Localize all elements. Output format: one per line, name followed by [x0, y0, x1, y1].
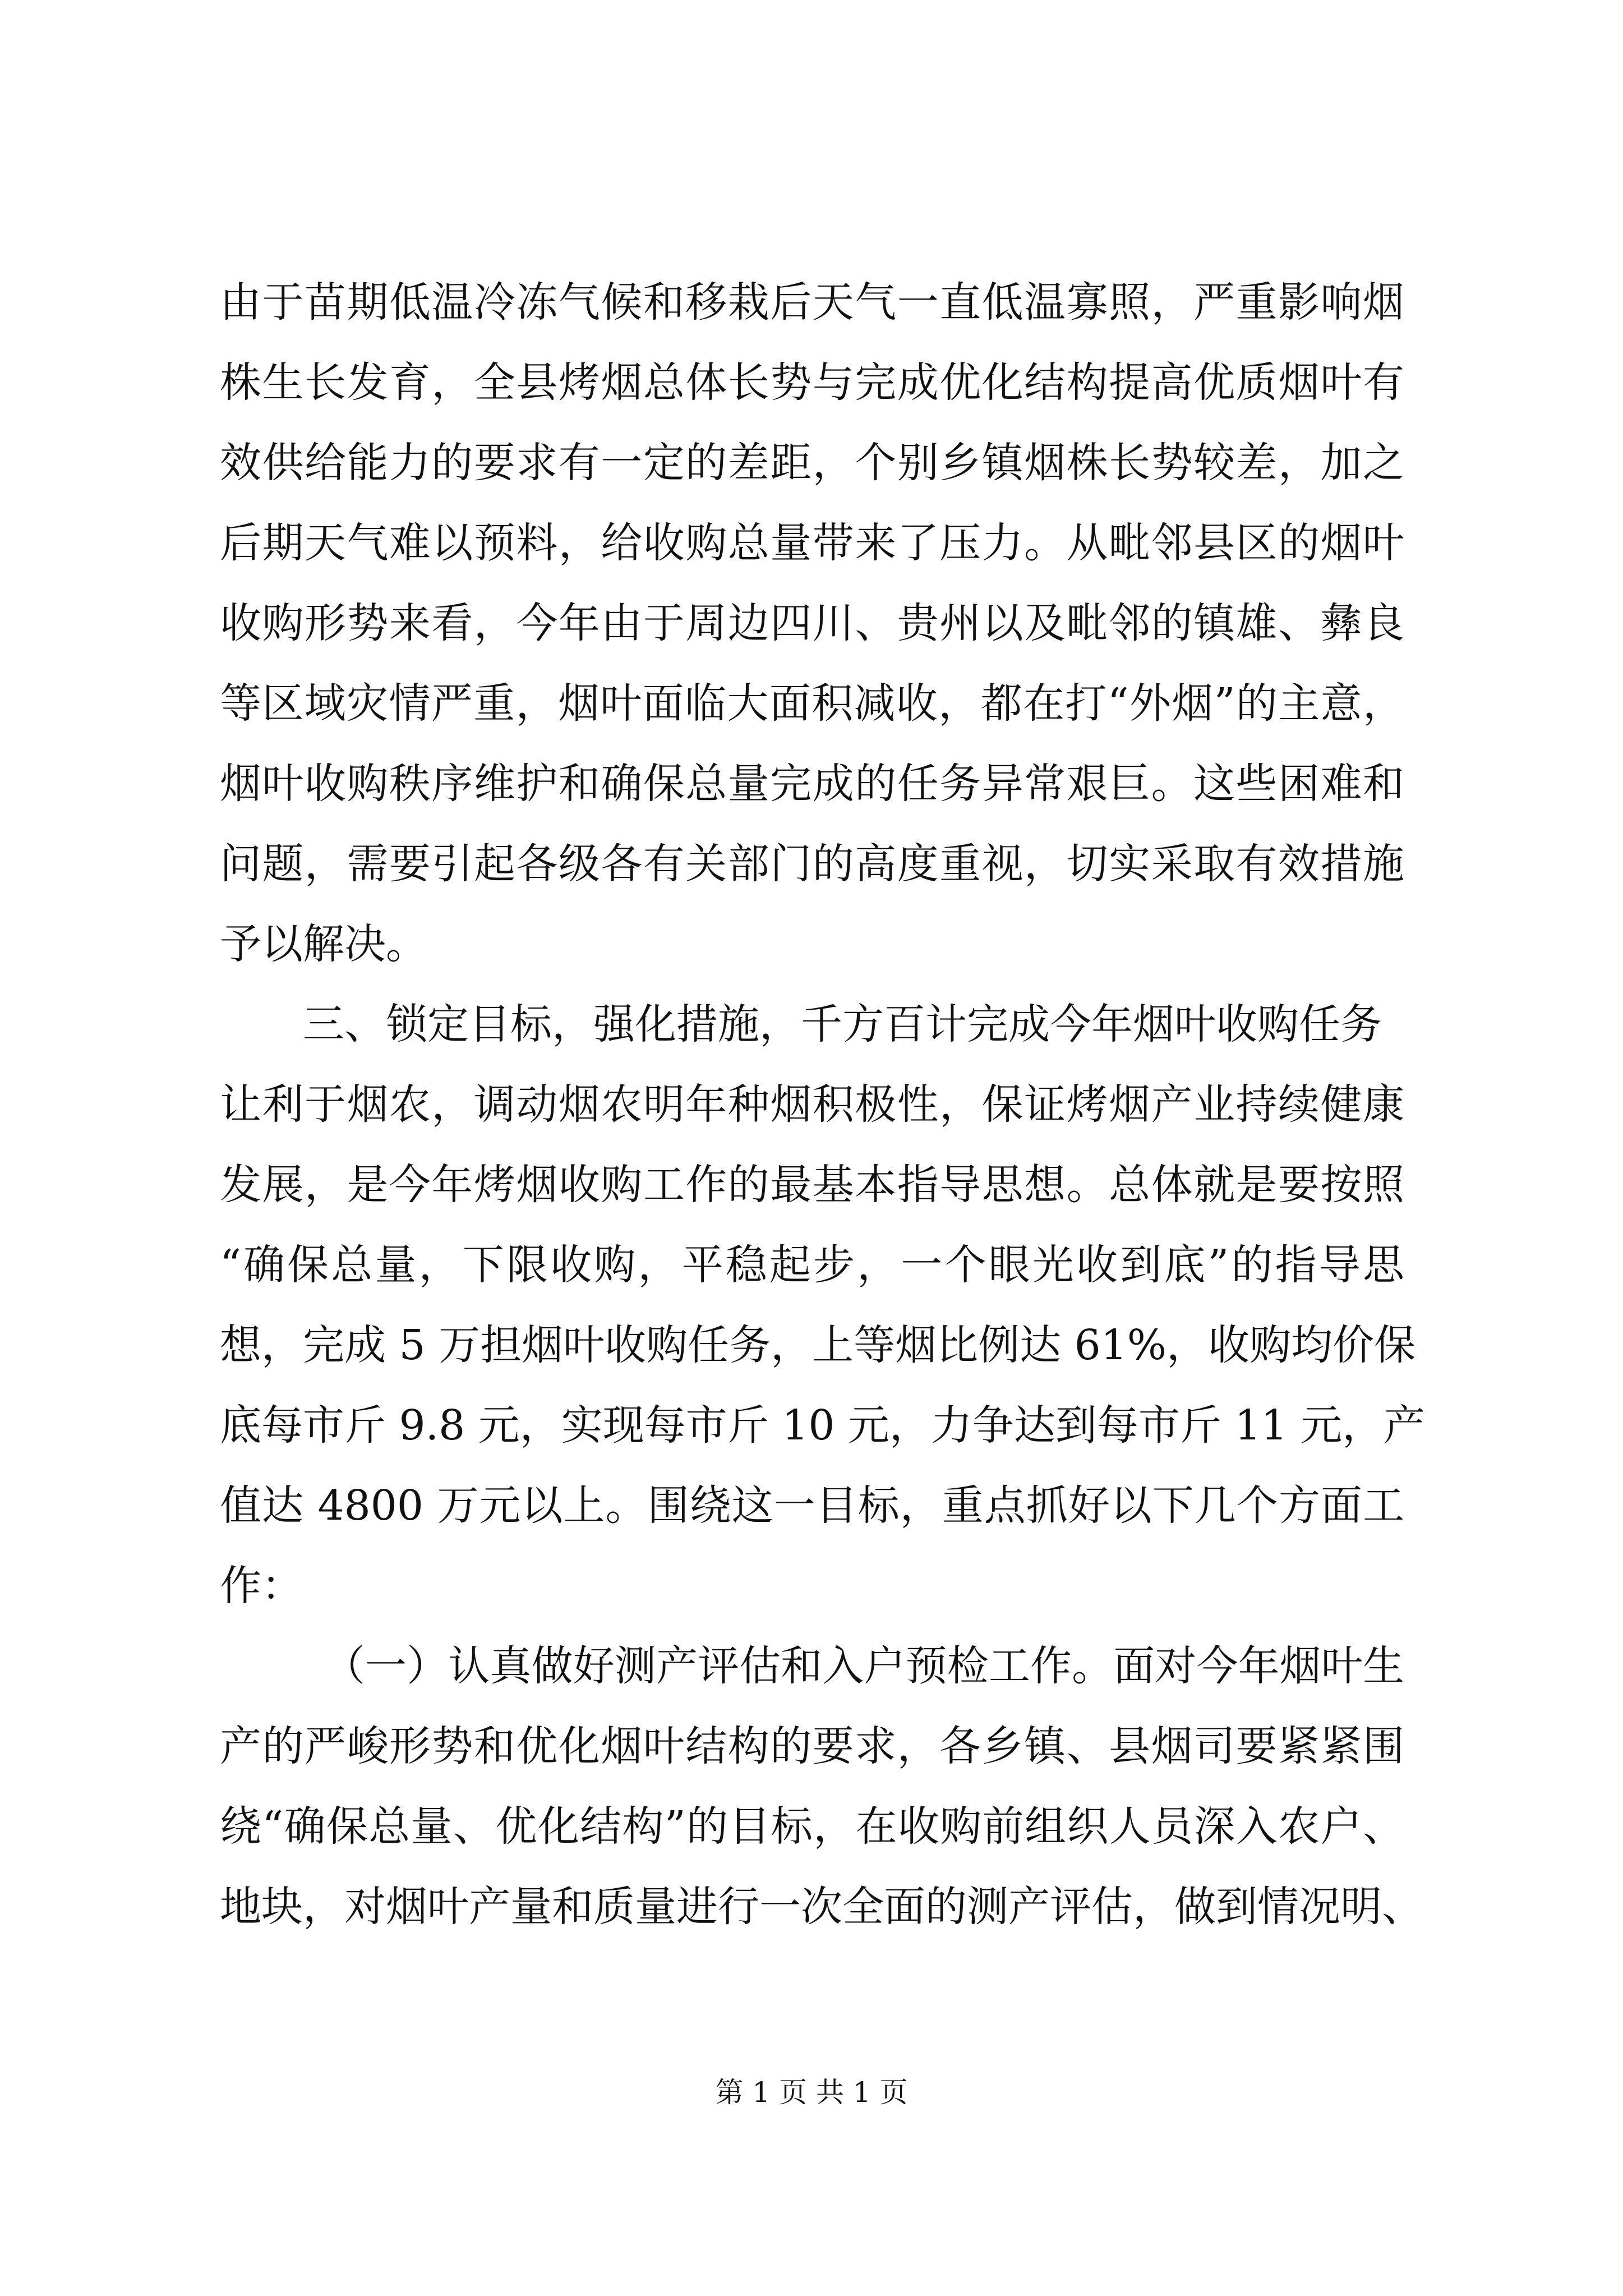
text-line: 问题，需要引起各级各有关部门的高度重视，切实采取有效措施 [220, 840, 1404, 888]
text-line: 由于苗期低温冷冻气候和移栽后天气一直低温寡照，严重影响烟 [220, 278, 1404, 326]
text-line: 株生长发育，全县烤烟总体长势与完成优化结构提高优质烟叶有 [220, 358, 1404, 407]
text-line: 效供给能力的要求有一定的差距，个别乡镇烟株长势较差，加之 [220, 439, 1404, 487]
text-line: 作： [220, 1562, 303, 1610]
text-line: 绕“确保总量、优化结构”的目标，在收购前组织人员深入农户、 [220, 1802, 1404, 1851]
document-body [220, 263, 1426, 1947]
text-line: （一）认真做好测产评估和入户预检工作。面对今年烟叶生 [324, 1642, 1404, 1690]
heading-line: 三、锁定目标，强化措施，千方百计完成今年烟叶收购任务 [303, 1000, 1382, 1048]
section-heading [220, 984, 1404, 1065]
text-line: 发展，是今年烤烟收购工作的最基本指导思想。总体就是要按照 [220, 1161, 1404, 1209]
text-line: 底每市斤 9.8 元，实现每市斤 10 元，力争达到每市斤 11 元，产 [220, 1401, 1426, 1450]
text-line: 烟叶收购秩序维护和确保总量完成的任务异常艰巨。这些困难和 [220, 760, 1404, 808]
text-line: 想，完成 5 万担烟叶收购任务，上等烟比例达 61%，收购均价保 [220, 1321, 1416, 1369]
text-line: 地块，对烟叶产量和质量进行一次全面的测产评估，做到情况明、 [220, 1883, 1423, 1931]
text-line: 后期天气难以预料，给收购总量带来了压力。从毗邻县区的烟叶 [220, 519, 1404, 567]
paragraph-4 [220, 1626, 1423, 1947]
text-line: 予以解决。 [220, 920, 427, 968]
page-footer: 第 1 页 共 1 页 [715, 2076, 908, 2109]
text-line: 产的严峻形势和优化烟叶结构的要求，各乡镇、县烟司要紧紧围 [220, 1722, 1404, 1770]
text-line: 值达 4800 万元以上。围绕这一目标，重点抓好以下几个方面工 [220, 1481, 1404, 1530]
text-line: 让利于烟农，调动烟农明年种烟积极性，保证烤烟产业持续健康 [220, 1080, 1404, 1129]
paragraph-1 [220, 263, 1404, 984]
text-line: “确保总量，下限收购，平稳起步，一个眼光收到底”的指导思 [220, 1241, 1404, 1289]
text-line: 等区域灾情严重，烟叶面临大面积减收，都在打“外烟”的主意， [220, 679, 1404, 728]
paragraph-3 [220, 1065, 1426, 1626]
text-line: 收购形势来看，今年由于周边四川、贵州以及毗邻的镇雄、彝良 [220, 599, 1404, 647]
